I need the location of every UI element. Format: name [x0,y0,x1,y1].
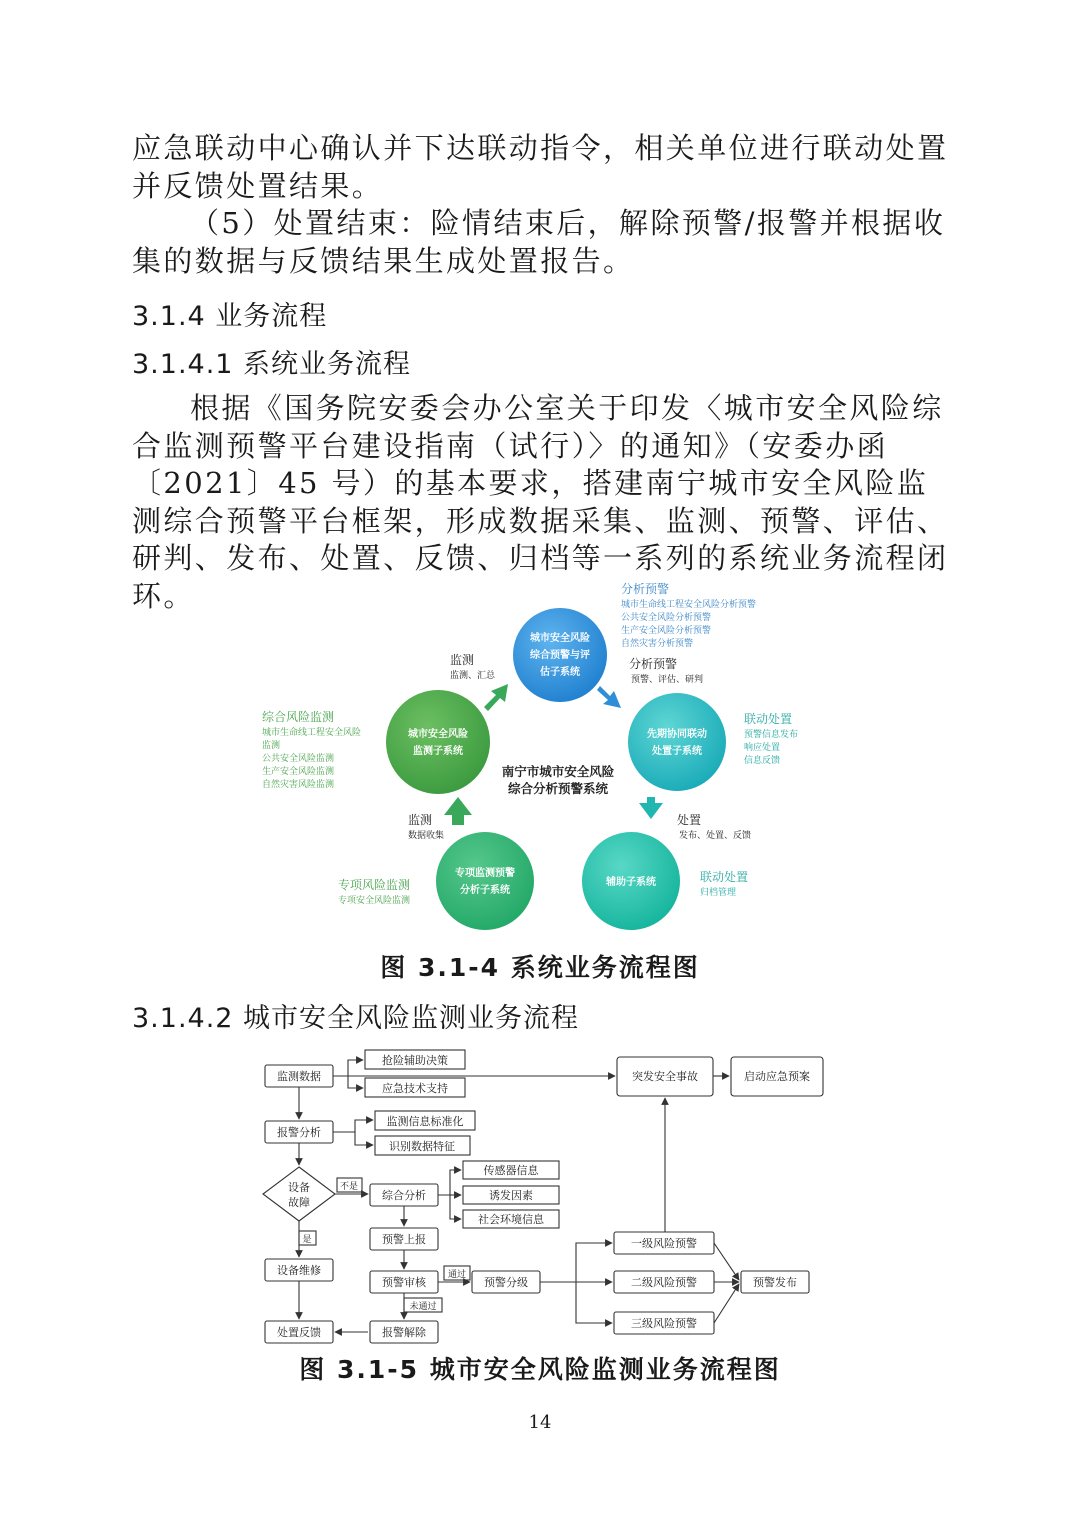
arrow-bottom-left-to-left [444,797,472,825]
label-rescue-support: 抢险辅助决策 [382,1054,448,1067]
label-no: 不是 [339,1182,359,1192]
circle-bottom-right-line1: 辅助子系统 [606,877,656,888]
arrow4-subtitle: 数据收集 [408,831,445,841]
paragraph-3: 根据《国务院安委会办公室关于印发〈城市安全风险综合监测预警平台建设指南（试行）〉的通知》（安委办函〔2021〕45 号）的基本要求，搭建南宁城市安全风险监测综合预警平台框架，形成数据采集、监测、预警、评估、研判、发布、处置、反馈、归档等一系列的系统业务流程闭环。 [132,391,949,613]
circle-left-line2: 监测子系统 [413,746,463,757]
label-info-standard: 监测信息标准化 [386,1115,464,1128]
note-integrated-title: 综合风险监测 [262,710,335,724]
circle-right [628,693,726,791]
note-integrated-line1: 城市生命线工程安全风险 [262,728,362,738]
label-device-repair: 设备维修 [277,1264,321,1277]
note-analysis-line3: 生产安全风险分析预警 [621,626,712,636]
note-linkage-line3: 信息反馈 [744,756,781,766]
label-inducing: 诱发因素 [489,1189,533,1202]
arrow1-subtitle: 监测、汇总 [450,671,496,681]
circle-top-line2: 综合预警与评 [530,650,590,661]
label-start-plan: 启动应急预案 [744,1070,810,1083]
monitoring-flowchart [255,1045,835,1350]
note-integrated-line4: 生产安全风险监测 [262,767,335,777]
arrow2-title: 分析预警 [629,657,678,671]
arrow4-title: 监测 [408,813,433,827]
node-device-fault [263,1167,335,1221]
paragraph-disposal [132,130,952,280]
label-identify-features: 识别数据特征 [389,1140,455,1153]
label-warning-review: 预警审核 [382,1276,426,1289]
circle-left-line1: 城市安全风险 [408,729,468,740]
system-flow-diagram [250,578,810,940]
paragraph-1: 应急联动中心确认并下达联动指令，相关单位进行联动处置并反馈处置结果。 [132,131,949,203]
label-warning-grade: 预警分级 [484,1276,528,1289]
label-level3: 三级风险预警 [631,1317,697,1330]
label-alarm-release: 报警解除 [382,1326,426,1339]
circle-left [386,690,490,794]
label-sensor-info: 传感器信息 [483,1164,539,1177]
note-linkage-line1: 预警信息发布 [744,730,799,740]
paragraph-2: （5）处置结束：险情结束后，解除预警/报警并根据收集的数据与反馈结果生成处置报告。 [132,206,946,278]
arrow-left-to-top [484,684,508,711]
note-integrated-line2: 监测 [262,741,281,751]
note-analysis-line1: 城市生命线工程安全风险分析预警 [621,600,757,610]
note-analysis-line4: 自然灾害分析预警 [621,639,694,649]
circle-top-line3: 估子系统 [540,667,580,678]
note-analysis-title: 分析预警 [621,582,670,596]
heading-3-1-4-1: 3.1.4.1 系统业务流程 [132,349,412,380]
arrow-right-to-bottom-right [639,797,663,819]
note-linkage-title: 联动处置 [744,712,793,726]
label-comprehensive: 综合分析 [382,1189,426,1202]
arrow-top-to-right [597,686,621,708]
label-feedback: 处置反馈 [277,1326,321,1339]
page-number: 14 [528,1412,552,1433]
label-sudden-accident: 突发安全事故 [632,1070,698,1083]
heading-3-1-4: 3.1.4 业务流程 [132,301,328,332]
circle-right-line2: 处置子系统 [652,746,702,757]
arrow3-title: 处置 [677,813,702,827]
label-fail: 未通过 [409,1302,437,1312]
label-warning-report: 预警上报 [382,1233,426,1246]
note-linkage2-line1: 归档管理 [700,888,737,898]
arrow3-subtitle: 发布、处置、反馈 [679,831,752,841]
center-title-line2: 综合分析预警系统 [507,781,609,796]
note-integrated-line3: 公共安全风险监测 [262,754,335,764]
label-warning-publish: 预警发布 [753,1276,797,1289]
note-linkage2-title: 联动处置 [700,870,749,884]
note-integrated-line5: 自然灾害风险监测 [262,780,335,790]
center-title-line1: 南宁市城市安全风险 [501,764,615,779]
label-emergency-tech: 应急技术支持 [382,1082,448,1095]
note-linkage-line2: 响应处置 [744,743,781,753]
label-level1: 一级风险预警 [631,1237,697,1250]
label-alarm-analysis: 报警分析 [277,1126,321,1139]
figure-caption-3-1-5: 图 3.1-5 城市安全风险监测业务流程图 [299,1355,781,1384]
label-device-fault-2: 故障 [288,1196,310,1209]
circle-bottom-left-line2: 分析子系统 [460,885,510,896]
label-social-env: 社会环境信息 [478,1213,544,1226]
label-monitor-data: 监测数据 [277,1070,321,1083]
label-yes: 是 [302,1235,312,1245]
arrow1-title: 监测 [450,653,475,667]
note-special-line1: 专项安全风险监测 [338,896,411,906]
circle-right-line1: 先期协同联动 [647,729,707,740]
circle-top-line1: 城市安全风险 [530,633,590,644]
note-analysis-line2: 公共安全风险分析预警 [621,613,712,623]
arrow2-subtitle: 预警、评估、研判 [631,675,704,685]
label-pass: 通过 [447,1270,467,1280]
figure-caption-3-1-4: 图 3.1-4 系统业务流程图 [380,953,700,982]
label-device-fault-1: 设备 [288,1181,310,1194]
circle-bottom-left-line1: 专项监测预警 [455,868,515,879]
label-level2: 二级风险预警 [631,1276,697,1289]
circle-bottom-left [436,832,534,930]
heading-3-1-4-2: 3.1.4.2 城市安全风险监测业务流程 [132,1003,580,1034]
note-special-title: 专项风险监测 [338,878,411,892]
